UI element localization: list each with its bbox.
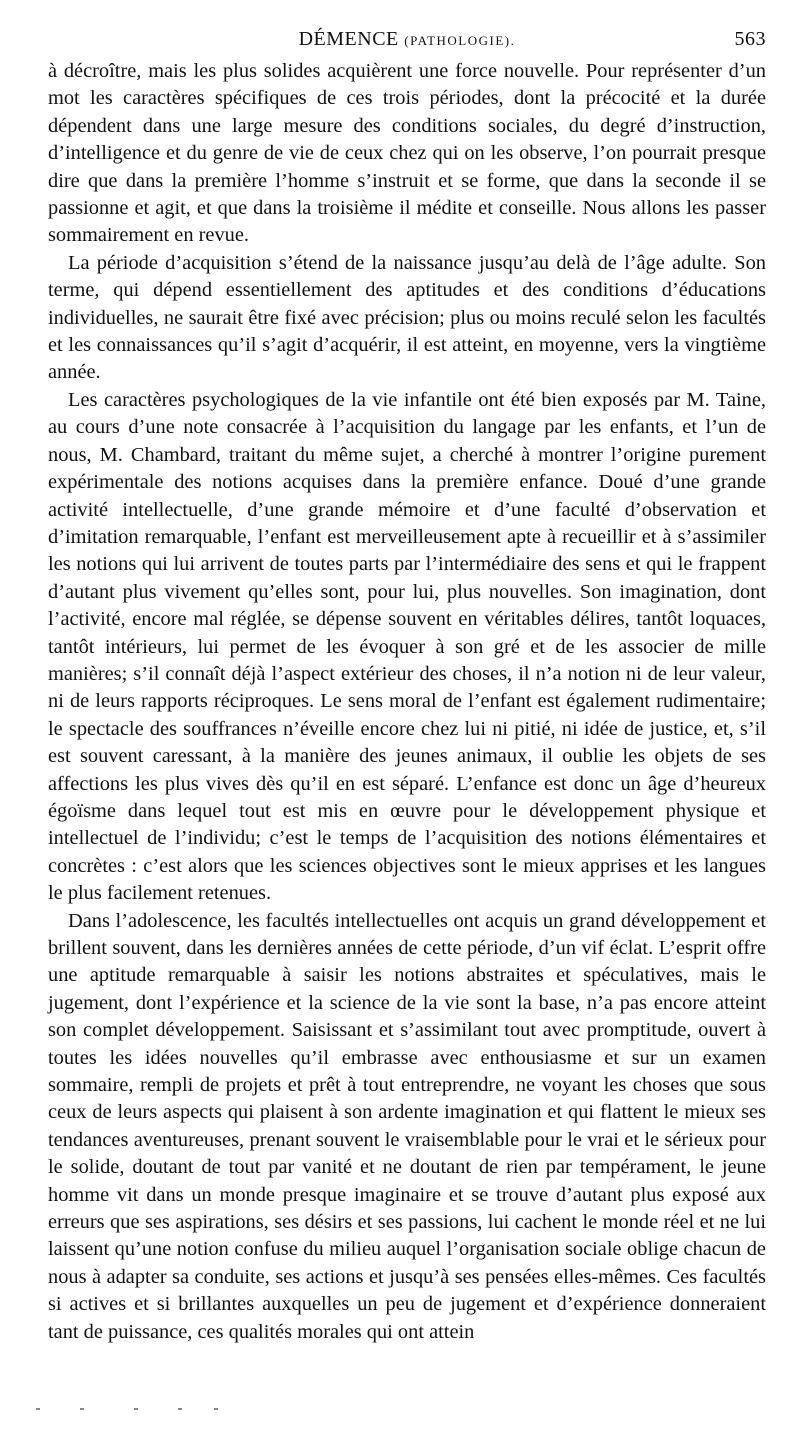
paragraph: Dans l’adolescence, les facultés intellectuelles ont acquis un grand développement et brillent souvent, dans les dernières années de cette période, d’un vif éclat. L’esprit offre une aptitude remarquable à saisir les notions abstraites et spéculatives, mais le jugement, dont l’expérience et la science de la vie sont la base, n’a pas encore atteint son complet développement. Saisissant et s’assimilant tout avec promptitude, ouvert à toutes les idées nouvelles qu’il embrasse avec enthousiasme et sur un examen sommaire, rempli de projets et prêt à tout entreprendre, ne voyant les choses que sous ceux de leurs aspects qui plaisent à son ardente imagination et qui flattent le mieux ses tendances aventureuses, prenant souvent le vraisemblable pour le vrai et le sérieux pour le solide, doutant de tout par vanité et ne doutant de rien par tempérament, le jeune homme vit dans un monde presque imaginaire et se trouve d’autant plus exposé aux erreurs que ses aspirations, ses désirs et ses passions, lui cachent le monde réel et ne lui laissent qu’une notion confuse du milieu auquel l’organisation sociale oblige chacun de nous à adapter sa conduite, ses actions et jusqu’à ses pensées elles-mêmes. Ces facultés si actives et si brillantes auxquelles un peu de jugement et d’expérience donneraient tant de puissance, ces qualités morales qui ont attein [48,909,766,1343]
running-title [48,28,766,51]
running-title-main: DÉMENCE [298,28,399,50]
paragraph: La période d’acquisition s’étend de la naissance jusqu’au delà de l’âge adulte. Son terme, qui dépend essentiellement des aptitudes et des conditions d’éducations individuelles, ne saurait être fixé avec précision; plus ou moins reculé selon les facultés et les connaissances qu’il s’agit d’acquérir, il est atteint, en moyenne, vers la vingtième année. [48,251,766,384]
running-head [48,28,766,58]
scan-artifact-marks [36,1408,236,1418]
page-number: 563 [734,28,766,50]
document-page [48,28,766,1346]
paragraph-continuation: à décroître, mais les plus solides acquièrent une force nouvelle. Pour représenter d’un mot les caractères spécifiques de ces trois périodes, dont la précocité et la durée dépendent dans une large mesure des conditions sociales, du degré d’instruction, d’intelligence et du genre de vie de ceux chez qui on les observe, l’on pourrait presque dire que dans la première l’homme s’instruit et se forme, que dans la seconde il se passionne et agit, et que dans la troisième il médite et conseille. Nous allons les passer sommairement en revue. [48,60,766,247]
body-text [48,58,766,1346]
running-title-sub: (PATHOLOGIE). [404,33,516,48]
paragraph: Les caractères psychologiques de la vie infantile ont été bien exposés par M. Taine, au cours d’une note consacrée à l’acquisition du langage par les enfants, et l’un de nous, M. Chambard, traitant du même sujet, a cherché à montrer l’origine purement expérimentale des notions acquises dans la première enfance. Doué d’une grande activité intellectuelle, d’une grande mémoire et d’une faculté d’observation et d’imitation remarquable, l’enfant est merveilleusement apte à recueillir et à s’assimiler les notions qui lui arrivent de toutes parts par l’intermédiaire des sens et qui le frappent d’autant plus vivement qu’elles sont, pour lui, plus nouvelles. Son imagination, dont l’activité, encore mal réglée, se dépense souvent en véritables délires, tantôt loquaces, tantôt intérieurs, lui permet de les évoquer à son gré et de les associer de mille manières; s’il connaît déjà l’aspect extérieur des choses, il n’a notion ni de leur valeur, ni de leurs rapports réciproques. Le sens moral de l’enfant est également rudimentaire; le spectacle des souffrances n’éveille encore chez lui ni pitié, ni idée de justice, et, s’il est souvent caressant, à la manière des jeunes animaux, il oublie les objets de ses affections les plus vives dès qu’il en est séparé. L’enfance est donc un âge d’heureux égoïsme dans lequel tout est mis en œuvre pour le développement physique et intellectuel de l’individu; c’est le temps de l’acquisition des notions élémentaires et concrètes : c’est alors que les sciences objectives sont le mieux apprises et les langues le plus facilement retenues. [48,388,766,905]
